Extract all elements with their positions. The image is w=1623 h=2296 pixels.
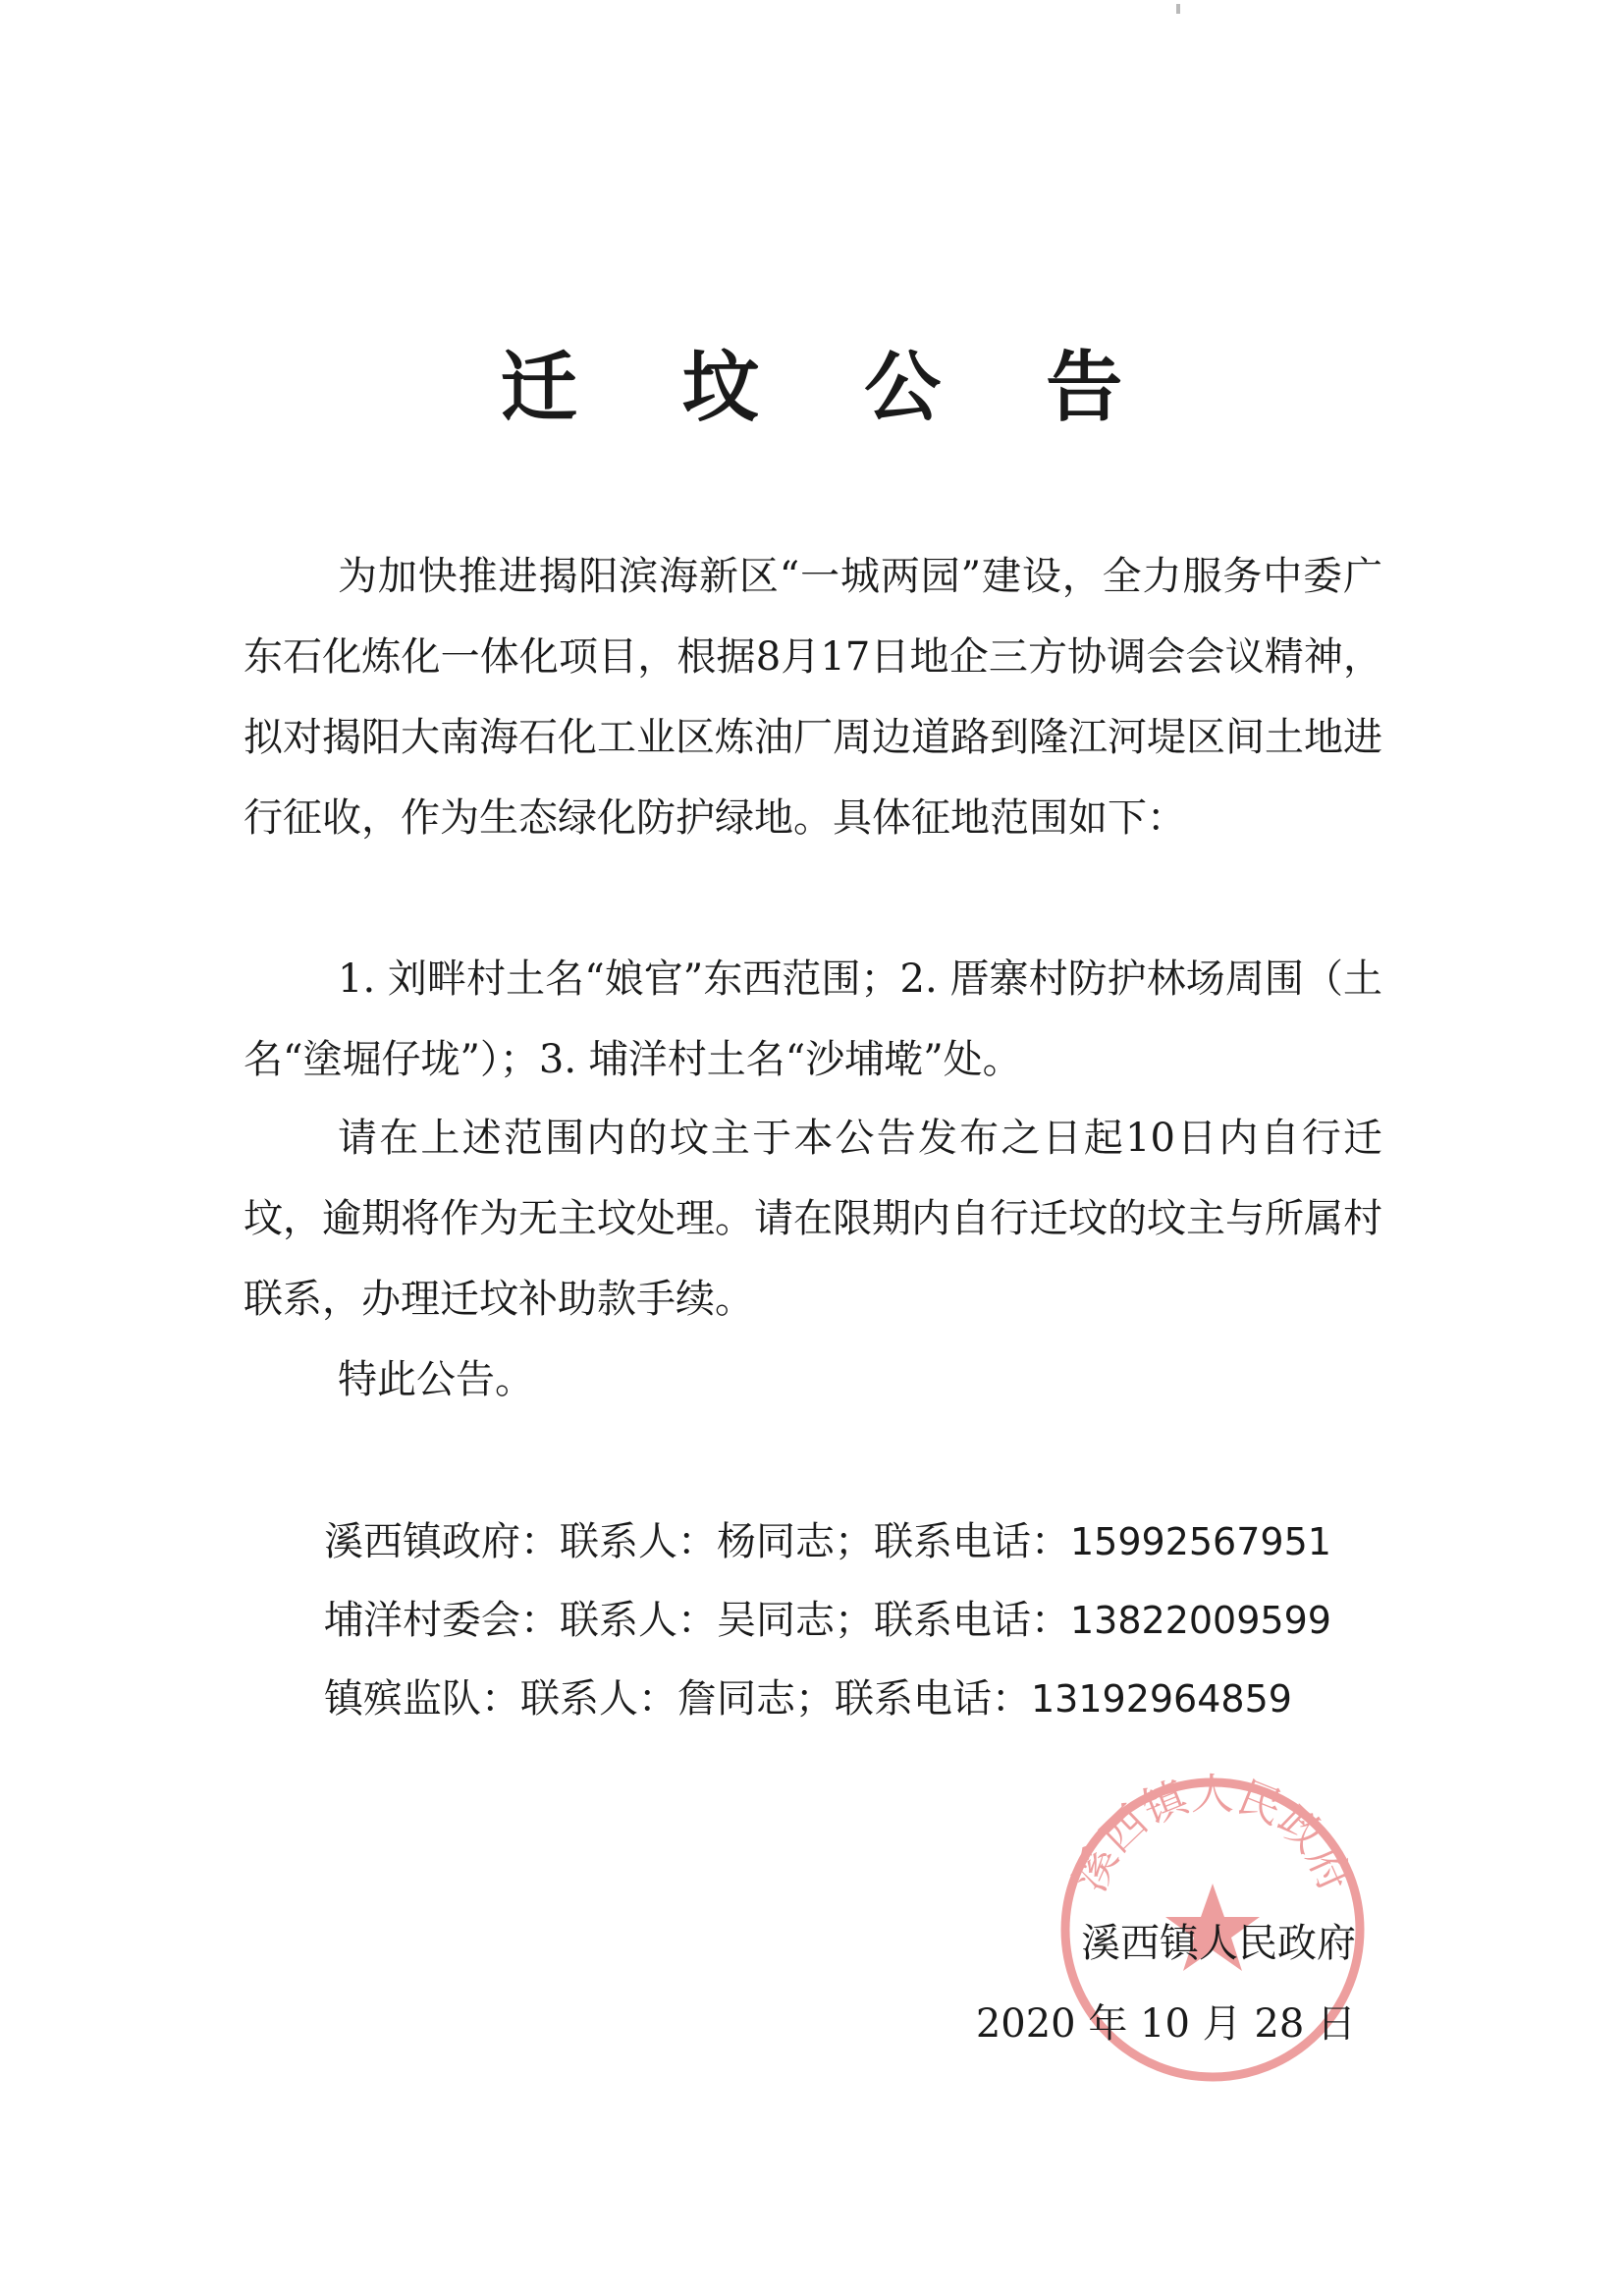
notice-title: 迁 坟 公 告: [500, 344, 1163, 432]
contact-org: 镇殡监队：: [324, 1676, 520, 1722]
contact-row: [324, 1581, 1331, 1660]
contact-phone: 15992567951: [1070, 1520, 1331, 1563]
contact-org: 溪西镇政府：: [324, 1519, 560, 1564]
body-paragraph-4: [243, 1339, 1382, 1420]
contact-phone-label: 联系电话：: [874, 1598, 1070, 1643]
contact-row: [324, 1660, 1331, 1738]
signoff-block: [976, 1903, 1356, 2064]
seal-text: 溪西镇人民政府: [1064, 1769, 1361, 1899]
body-paragraph-2: [243, 939, 1382, 1100]
paragraph-text: 1. 刘畔村土名“娘官”东西范围；2. 厝寨村防护林场周围（土名“塗堀仔垅”）；3. 埔洋村土名“沙埔墘”处。: [243, 957, 1382, 1082]
issuer-name: 溪西镇人民政府: [1081, 1921, 1356, 1966]
paragraph-text: 特此公告。: [338, 1357, 534, 1402]
paragraph-text: 请在上述范围内的坟主于本公告发布之日起10日内自行迁坟，逾期将作为无主坟处理。请在限期内自行迁坟的坟主与所属村联系，办理迁坟补助款手续。: [243, 1116, 1382, 1322]
body-paragraph-1: [243, 536, 1382, 858]
scan-speck: [1176, 4, 1180, 14]
paragraph-text: 为加快推进揭阳滨海新区“一城两园”建设，全力服务中委广东石化炼化一体化项目，根据8月17日地企三方协调会会议精神，拟对揭阳大南海石化工业区炼油厂周边道路到隆江河堤区间土地进行征收，作为生态绿化防护绿地。具体征地范围如下：: [243, 554, 1382, 841]
issue-date: 2020 年 10 月 28 日: [975, 2001, 1356, 2047]
contact-phone: 13192964859: [1031, 1677, 1292, 1721]
contact-row: [324, 1503, 1331, 1581]
contact-org: 埔洋村委会：: [324, 1598, 560, 1643]
contact-phone: 13822009599: [1070, 1599, 1331, 1642]
contact-person: 联系人：詹同志；: [520, 1676, 835, 1722]
contact-person: 联系人：吴同志；: [560, 1598, 874, 1643]
contact-phone-label: 联系电话：: [835, 1676, 1031, 1722]
contact-person: 联系人：杨同志；: [560, 1519, 874, 1564]
contact-phone-label: 联系电话：: [874, 1519, 1070, 1564]
contact-list: [324, 1503, 1331, 1738]
body-paragraph-3: [243, 1098, 1382, 1339]
